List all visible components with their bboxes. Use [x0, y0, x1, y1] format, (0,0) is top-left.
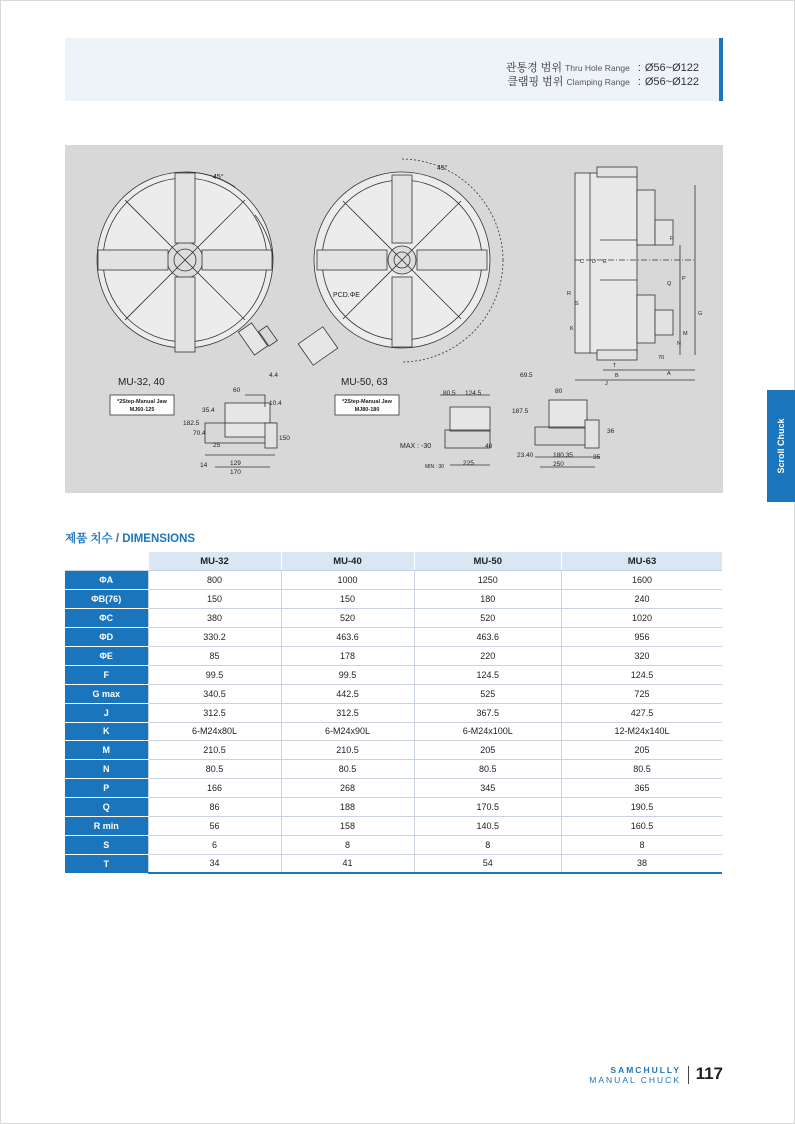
table-row — [65, 571, 722, 590]
jaw-drawing-middle — [440, 395, 490, 465]
col-header-mu50: MU-50 — [414, 552, 561, 571]
dim-left-6: 14 — [200, 462, 208, 469]
row-label: N — [65, 760, 148, 779]
chuck-front-right — [314, 159, 503, 362]
table-cell: 312.5 — [281, 703, 414, 722]
row-label: ΦD — [65, 628, 148, 647]
col-header-mu63: MU-63 — [561, 552, 722, 571]
jaw-box-right-line2: MJ80-180 — [354, 407, 380, 413]
table-cell: 268 — [281, 779, 414, 798]
table-cell: 1020 — [561, 609, 722, 628]
side-letter-a: A — [667, 371, 671, 377]
thru-hole-label-en: Thru Hole Range — [565, 63, 630, 73]
table-cell: 6 — [148, 835, 281, 854]
table-cell: 80.5 — [561, 760, 722, 779]
side-letter-q: Q — [667, 281, 672, 287]
table-row — [65, 628, 722, 647]
chuck-front-left — [97, 172, 273, 352]
table-cell: 240 — [561, 590, 722, 609]
jaw-drawing-left — [205, 395, 277, 467]
table-row — [65, 590, 722, 609]
table-cell: 442.5 — [281, 684, 414, 703]
side-letter-e: E — [603, 259, 607, 265]
model-label-left: MU-32, 40 — [118, 377, 165, 388]
row-label: ΦC — [65, 609, 148, 628]
pcd-label: PCD.ΦE — [333, 292, 360, 299]
table-row — [65, 722, 722, 741]
table-row — [65, 665, 722, 684]
table-cell: 380 — [148, 609, 281, 628]
table-cell: 80.5 — [148, 760, 281, 779]
row-label: ΦA — [65, 571, 148, 590]
dim-left-1: 4.4 — [269, 372, 279, 379]
table-cell: 220 — [414, 646, 561, 665]
jaw-box-right-line1: *2Step-Manual Jaw — [342, 399, 392, 405]
table-cell: 158 — [281, 816, 414, 835]
table-cell: 190.5 — [561, 798, 722, 817]
table-cell: 210.5 — [281, 741, 414, 760]
table-cell: 140.5 — [414, 816, 561, 835]
table-cell: 178 — [281, 646, 414, 665]
table-cell: 1000 — [281, 571, 414, 590]
table-cell: 1250 — [414, 571, 561, 590]
side-letter-t: T — [613, 363, 617, 369]
clamping-label-en: Clamping Range — [566, 77, 630, 87]
technical-drawing-panel — [65, 145, 723, 493]
table-row — [65, 854, 722, 873]
table-row — [65, 684, 722, 703]
row-label: S — [65, 835, 148, 854]
table-cell: 520 — [414, 609, 561, 628]
table-cell: 320 — [561, 646, 722, 665]
table-cell: 210.5 — [148, 741, 281, 760]
table-row — [65, 779, 722, 798]
table-cell: 180 — [414, 590, 561, 609]
col-header-mu40: MU-40 — [281, 552, 414, 571]
dim-right-6: 250 — [553, 461, 564, 468]
table-cell: 160.5 — [561, 816, 722, 835]
table-cell: 54 — [414, 854, 561, 873]
table-cell: 8 — [561, 835, 722, 854]
table-cell: 800 — [148, 571, 281, 590]
table-cell: 34 — [148, 854, 281, 873]
jaw-detail-right — [298, 327, 337, 366]
table-cell: 80.5 — [281, 760, 414, 779]
footer — [523, 1062, 723, 1086]
row-label: K — [65, 722, 148, 741]
table-cell: 340.5 — [148, 684, 281, 703]
range-lines — [506, 61, 699, 89]
table-cell: 6-M24x90L — [281, 722, 414, 741]
table-cell: 365 — [561, 779, 722, 798]
thru-hole-value: Ø56~Ø122 — [644, 62, 699, 74]
table-row — [65, 646, 722, 665]
dim-left-8: 182.5 — [183, 420, 200, 427]
table-row — [65, 816, 722, 835]
side-letter-n: N — [677, 341, 681, 347]
table-row — [65, 760, 722, 779]
dim-right-7: 36 — [607, 428, 615, 435]
dim-left-2: 10.4 — [269, 400, 282, 407]
table-cell: 6-M24x100L — [414, 722, 561, 741]
table-cell: 463.6 — [281, 628, 414, 647]
angle-label-left: 45° — [213, 174, 224, 181]
row-label: ΦB(76) — [65, 590, 148, 609]
brand-subtitle: MANUAL CHUCK — [589, 1075, 681, 1085]
side-letter-m: M — [683, 331, 688, 337]
jaw-box-right — [335, 395, 399, 415]
dimensions-table — [65, 552, 722, 874]
table-cell: 41 — [281, 854, 414, 873]
model-label-right: MU-50, 63 — [341, 377, 388, 388]
dim-left-10: 70.4 — [193, 430, 206, 437]
side-letter-b: B — [615, 373, 619, 379]
table-cell: 1600 — [561, 571, 722, 590]
row-label: P — [65, 779, 148, 798]
table-cell: 99.5 — [148, 665, 281, 684]
side-letter-g: G — [698, 311, 703, 317]
col-header-mu32: MU-32 — [148, 552, 281, 571]
jaw-box-left — [110, 395, 174, 415]
angle-label-right: 45° — [437, 165, 448, 172]
dim-left-0: 60 — [233, 387, 241, 394]
table-cell: 6-M24x80L — [148, 722, 281, 741]
jaw-box-left-line2: MJ60-125 — [129, 407, 155, 413]
max-label: MAX : -30 — [400, 443, 432, 450]
clamping-sep: : — [637, 76, 641, 88]
table-cell: 956 — [561, 628, 722, 647]
row-label: F — [65, 665, 148, 684]
thru-hole-sep: : — [637, 62, 641, 74]
dim-left-9: 35.4 — [202, 407, 215, 414]
side-letter-s: S — [575, 301, 579, 307]
table-cell: 124.5 — [414, 665, 561, 684]
section-title: 제품 치수 / DIMENSIONS — [65, 533, 196, 545]
row-label: R min — [65, 816, 148, 835]
table-row — [65, 609, 722, 628]
dim-right-9: 23.40 — [517, 452, 534, 459]
row-label: Q — [65, 798, 148, 817]
dim-right-0: 80.5 — [443, 390, 456, 397]
footer-divider — [688, 1066, 689, 1084]
table-cell: 85 — [148, 646, 281, 665]
jaw-detail-left — [238, 323, 277, 355]
row-label: T — [65, 854, 148, 873]
min-label: MIN : 30 — [425, 464, 444, 470]
technical-drawing — [65, 145, 723, 493]
row-label: G max — [65, 684, 148, 703]
dim-right-4: 80 — [555, 388, 563, 395]
row-label: J — [65, 703, 148, 722]
table-row — [65, 798, 722, 817]
side-letter-j: J — [605, 381, 608, 387]
table-cell: 367.5 — [414, 703, 561, 722]
table-cell: 8 — [414, 835, 561, 854]
table-header-row — [65, 552, 722, 571]
table-cell: 80.5 — [414, 760, 561, 779]
side-tab-scroll-chuck — [767, 390, 795, 502]
table-cell: 427.5 — [561, 703, 722, 722]
side-letter-r: R — [567, 291, 571, 297]
dim-right-10: 40 — [485, 443, 493, 450]
dim-left-5: 25 — [213, 442, 221, 449]
table-cell: 170.5 — [414, 798, 561, 817]
table-cell: 725 — [561, 684, 722, 703]
table-cell: 520 — [281, 609, 414, 628]
table-cell: 86 — [148, 798, 281, 817]
clamping-value: Ø56~Ø122 — [644, 76, 699, 88]
table-corner — [65, 552, 148, 571]
dim-right-3: 187.5 — [512, 408, 529, 415]
dim-left-4: 170 — [230, 469, 241, 476]
side-letter-p: P — [682, 276, 686, 282]
table-cell: 463.6 — [414, 628, 561, 647]
side-letter-k: K — [570, 326, 574, 332]
row-label: ΦE — [65, 646, 148, 665]
table-row — [65, 703, 722, 722]
table-cell: 56 — [148, 816, 281, 835]
brand-logo — [589, 1065, 681, 1085]
table-cell: 166 — [148, 779, 281, 798]
thru-hole-label-ko: 관통경 범위 — [505, 62, 563, 74]
table-cell: 8 — [281, 835, 414, 854]
side-letter-f: F — [670, 236, 674, 242]
table-cell: 38 — [561, 854, 722, 873]
brand-name: SAMCHULLY — [610, 1065, 681, 1075]
dim-right-11: 180.35 — [553, 452, 573, 459]
range-header — [65, 38, 723, 101]
dim-right-8: 35 — [593, 454, 601, 461]
side-letter-d: D — [592, 259, 596, 265]
thru-hole-range — [506, 61, 699, 75]
table-row — [65, 835, 722, 854]
side-letter-c: C — [580, 259, 584, 265]
dim-right-2: 69.5 — [520, 372, 533, 379]
table-cell: 345 — [414, 779, 561, 798]
table-cell: 150 — [281, 590, 414, 609]
row-label: M — [65, 741, 148, 760]
table-row — [65, 741, 722, 760]
side-section-view — [575, 167, 695, 380]
table-cell: 205 — [414, 741, 561, 760]
clamping-label-ko: 클램핑 범위 — [507, 76, 564, 88]
side-tab-label: Scroll Chuck — [776, 418, 786, 474]
table-cell: 330.2 — [148, 628, 281, 647]
table-cell: 124.5 — [561, 665, 722, 684]
dim-right-1: 124.5 — [465, 390, 482, 397]
table-cell: 12-M24x140L — [561, 722, 722, 741]
page-number: 117 — [695, 1064, 723, 1083]
table-cell: 205 — [561, 741, 722, 760]
dim-right-5: 225 — [463, 460, 474, 467]
table-cell: 312.5 — [148, 703, 281, 722]
dim-left-7: 150 — [279, 435, 290, 442]
table-cell: 99.5 — [281, 665, 414, 684]
jaw-box-left-line1: *2Step-Manual Jaw — [117, 399, 167, 405]
dim-left-3: 129 — [230, 460, 241, 467]
side-70: 70 — [658, 355, 665, 361]
table-cell: 150 — [148, 590, 281, 609]
table-cell: 525 — [414, 684, 561, 703]
table-cell: 188 — [281, 798, 414, 817]
clamping-range — [506, 75, 699, 89]
